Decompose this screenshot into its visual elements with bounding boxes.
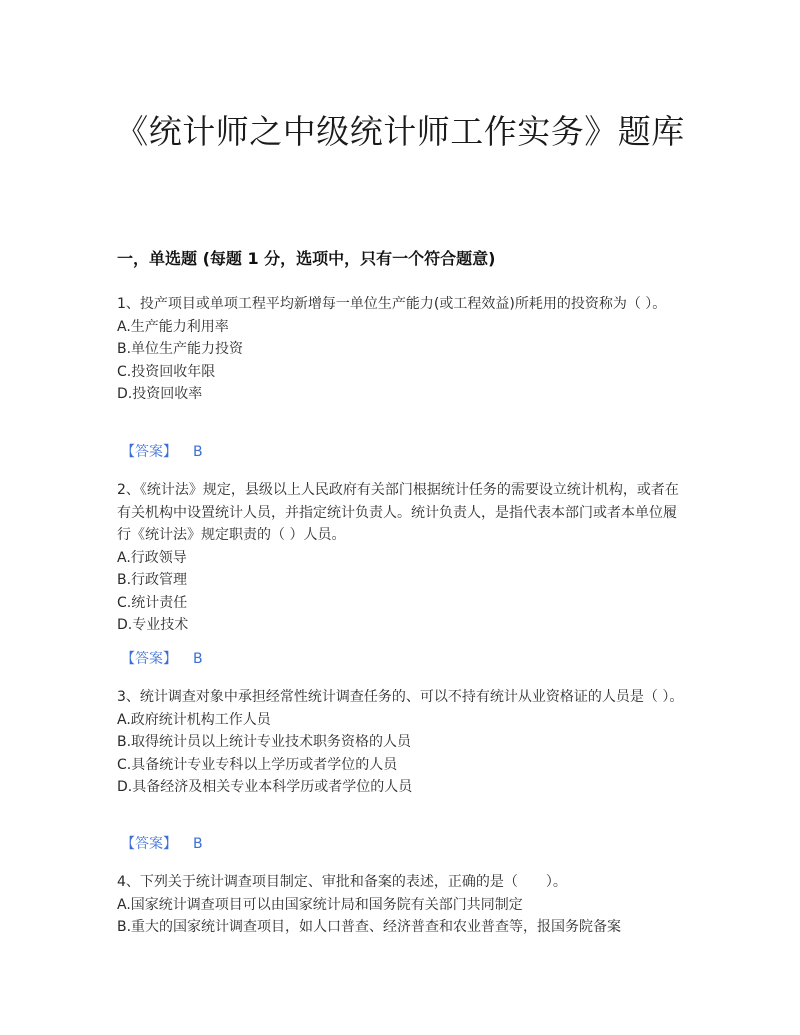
option-c: C.具备统计专业专科以上学历或者学位的人员 [117, 756, 398, 773]
option-b: B.单位生产能力投资 [117, 341, 244, 357]
option-a: A.生产能力利用率 [117, 318, 229, 335]
answer-value: B [193, 651, 203, 667]
option-d: D.具备经济及相关专业本科学历或者学位的人员 [117, 779, 413, 795]
answer-1 [121, 441, 203, 463]
answer-value: B [193, 836, 203, 852]
question-4 [117, 871, 687, 939]
question-stem: 1、投产项目或单项工程平均新增每一单位生产能力(或工程效益)所耗用的投资称为（ ）。 [117, 296, 667, 312]
option-c: C.统计责任 [117, 594, 188, 611]
question-stem: 3、统计调查对象中承担经常性统计调查任务的、可以不持有统计从业资格证的人员是（ ）。 [117, 689, 684, 705]
option-b: B.重大的国家统计调查项目，如人口普查、经济普查和农业普查等，报国务院备案 [117, 919, 622, 935]
question-1 [117, 293, 687, 406]
option-a: A.国家统计调查项目可以由国家统计局和国务院有关部门共同制定 [117, 896, 523, 913]
answer-2 [121, 648, 203, 670]
section-heading: 一，单选题 (每题 1 分，选项中，只有一个符合题意) [117, 249, 496, 268]
question-stem: 2、《统计法》规定，县级以上人民政府有关部门根据统计任务的需要设立统计机构，或者在有关机构中设置统计人员，并指定统计负责人。统计负责人，是指代表本部门或者本单位履行《统计法》规定职责的（ ）人员。 [117, 482, 679, 543]
document-title: 《统计师之中级统计师工作实务》题库 [115, 112, 685, 151]
option-c: C.投资回收年限 [117, 363, 216, 380]
option-a: A.行政领导 [117, 549, 187, 566]
answer-3 [121, 833, 203, 855]
question-stem: 4、下列关于统计调查项目制定、审批和备案的表述，正确的是（ ）。 [117, 874, 567, 890]
option-d: D.专业技术 [117, 617, 189, 633]
question-2 [117, 479, 687, 637]
option-b: B.取得统计员以上统计专业技术职务资格的人员 [117, 734, 412, 750]
answer-label: 【答案】 [121, 651, 177, 667]
option-b: B.行政管理 [117, 572, 188, 588]
option-a: A.政府统计机构工作人员 [117, 711, 271, 728]
answer-label: 【答案】 [121, 444, 177, 460]
option-d: D.投资回收率 [117, 386, 203, 402]
answer-value: B [193, 444, 203, 460]
answer-label: 【答案】 [121, 836, 177, 852]
question-3 [117, 686, 687, 799]
